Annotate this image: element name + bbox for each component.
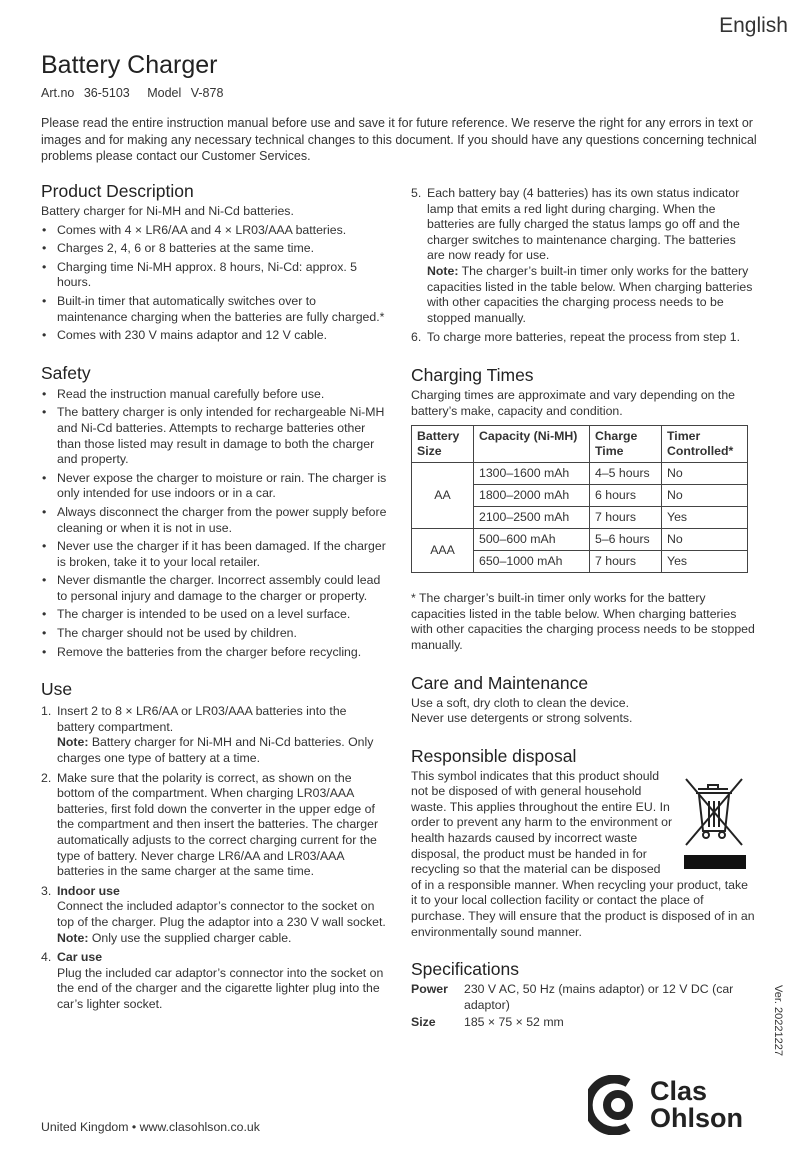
column-header: Battery Size [412, 426, 474, 463]
product-description-heading: Product Description [41, 181, 194, 201]
step-text: Plug the included car adaptor’s connector into the socket on the end of the charger and the cigarette lighter plug into the car’s lighter socket. [57, 965, 384, 1011]
step-number: 4. [41, 950, 52, 965]
step-title: Indoor use [57, 883, 120, 898]
list-item: • Read the instruction manual carefully before use. [41, 387, 387, 403]
table-row [412, 463, 748, 485]
column-header: Timer Controlled* [662, 426, 748, 463]
weee-bin-icon [682, 775, 754, 873]
list-item: • Remove the batteries from the charger before recycling. [41, 645, 387, 661]
care-heading: Care and Maintenance [411, 672, 589, 693]
list-item: • The charger is intended to be used on a level surface. [41, 607, 387, 623]
step-3 [41, 884, 387, 946]
logo-line: Ohlson [650, 1103, 743, 1133]
safety-list [41, 387, 387, 661]
product-description-section [41, 180, 387, 344]
list-item: • Built-in timer that automatically switches over to maintenance charging when the batteries are fully charged.* [41, 294, 387, 325]
step-text: Each battery bay (4 batteries) has its own status indicator lamp that emits a red light during charging. When the batteries are fully charged the status lamps go off and the charger switches to maintenance charging. The batteries are now ready for use. [427, 186, 740, 263]
model-number: V-878 [190, 86, 224, 100]
step-number: 3. [41, 883, 52, 898]
safety-heading: Safety [41, 362, 91, 383]
step-number: 5. [411, 186, 422, 200]
disposal-section [411, 745, 756, 941]
timer-cell: No [662, 485, 748, 507]
step-title: Car use [57, 950, 103, 965]
time-cell: 6 hours [590, 485, 662, 507]
article-info [41, 86, 223, 100]
note-label: Note: [57, 930, 89, 945]
timer-cell: Yes [662, 551, 748, 573]
battery-size-cell: AAA [412, 529, 474, 573]
step-number: 1. [41, 704, 52, 719]
spec-row [411, 982, 756, 1013]
use-steps-continued [411, 186, 756, 346]
list-item: • Never expose the charger to moisture or rain. The charger is only intended for use indoors or in a car. [41, 471, 387, 502]
step-note: The charger’s built-in timer only works for the battery capacities listed in the table below. When charging batteries with other capacities the charging process needs to be stopped manually. [427, 263, 753, 325]
time-cell: 7 hours [590, 551, 662, 573]
care-line: Never use detergents or strong solvents. [411, 711, 633, 726]
charging-times-section [411, 364, 756, 654]
disposal-text: This symbol indicates that this product should not be disposed of with general household waste. This applies throughout the entire EU. In order to prevent any harm to the environment or health hazards caused by incorrect waste disposal, the product must be handed in for recycling so that the material can be disposed of in a responsible manner. When recycling your product, take it to your local collection facility or contact the place of purchase. They will ensure that the product is disposed of in an environmentally sound manner. [411, 768, 755, 939]
product-feature-list [41, 223, 387, 344]
note-label: Note: [57, 735, 89, 750]
step-text: Insert 2 to 8 × LR6/AA or LR03/AAA batteries into the battery compartment. [57, 704, 347, 734]
step-text: To charge more batteries, repeat the process from step 1. [427, 330, 741, 345]
list-item: • Never use the charger if it has been damaged. If the charger is broken, take it to your local retailer. [41, 539, 387, 570]
logo-wordmark [650, 1078, 743, 1132]
spec-label: Power [411, 982, 448, 997]
use-steps [41, 704, 387, 1012]
spec-value: 230 V AC, 50 Hz (mains adaptor) or 12 V DC (car adaptor) [464, 982, 734, 1012]
column-header: Charge Time [590, 426, 662, 463]
table-row [412, 529, 748, 551]
step-4 [41, 950, 387, 1012]
capacity-cell: 650–1000 mAh [474, 551, 590, 573]
specifications-heading: Specifications [411, 959, 519, 980]
list-item: • Charging time Ni-MH approx. 8 hours, Ni-Cd: approx. 5 hours. [41, 260, 387, 291]
time-cell: 7 hours [590, 507, 662, 529]
capacity-cell: 500–600 mAh [474, 529, 590, 551]
step-note: Battery charger for Ni-MH and Ni-Cd batteries. Only charges one type of battery at a time. [57, 735, 374, 766]
footer-text: United Kingdom • www.clasohlson.co.uk [41, 1120, 260, 1134]
capacity-cell: 1800–2000 mAh [474, 485, 590, 507]
step-number: 2. [41, 770, 52, 785]
model-label: Model [147, 86, 182, 100]
table-header-row [412, 426, 748, 463]
list-item: • Comes with 230 V mains adaptor and 12 V cable. [41, 328, 387, 344]
note-label: Note: [427, 263, 459, 278]
charging-times-heading: Charging Times [411, 364, 534, 385]
specifications-list [411, 982, 756, 1031]
logo-line: Clas [650, 1076, 708, 1106]
list-item: • Always disconnect the charger from the power supply before cleaning or when it is not in use. [41, 505, 387, 536]
timer-cell: No [662, 529, 748, 551]
care-section [411, 672, 756, 727]
right-column [411, 186, 756, 1031]
use-heading: Use [41, 679, 73, 700]
language-label: English [719, 14, 788, 37]
step-note: Only use the supplied charger cable. [91, 930, 292, 945]
column-header: Capacity (Ni-MH) [474, 426, 590, 463]
list-item: • Comes with 4 × LR6/AA and 4 × LR03/AAA batteries. [41, 223, 387, 239]
time-cell: 4–5 hours [590, 463, 662, 485]
logo-mark-icon [588, 1075, 644, 1135]
capacity-cell: 2100–2500 mAh [474, 507, 590, 529]
timer-cell: No [662, 463, 748, 485]
list-item: • Charges 2, 4, 6 or 8 batteries at the same time. [41, 241, 387, 257]
safety-section [41, 362, 387, 661]
step-number: 6. [411, 330, 422, 345]
version-label: Ver. 20221227 [772, 985, 784, 1056]
charging-times-table [411, 425, 748, 573]
timer-cell: Yes [662, 507, 748, 529]
step-text: Connect the included adaptor’s connector to the socket on top of the charger. Plug the adaptor into a 230 V wall socket. [57, 899, 386, 929]
step-5 [411, 186, 756, 326]
capacity-cell: 1300–1600 mAh [474, 463, 590, 485]
page-title: Battery Charger [41, 51, 218, 79]
list-item: • The charger should not be used by children. [41, 626, 387, 642]
art-no-label: Art.no [41, 86, 75, 100]
spec-value: 185 × 75 × 52 mm [464, 1015, 564, 1030]
care-line: Use a soft, dry cloth to clean the device. [411, 695, 630, 710]
step-text: Make sure that the polarity is correct, as shown on the bottom of the compartment. When charging LR03/AAA batteries, first fold down the converter in the upper edge of the compartment and then insert the batteries. The charger automatically adjusts to the correct charging current for the type of battery. Never charge LR6/AA and LR03/AAA batteries in the same charger at the same time. [57, 770, 379, 879]
list-item: • Never dismantle the charger. Incorrect assembly could lead to personal injury and damage to the charger or property. [41, 573, 387, 604]
charging-footnote: * The charger’s built-in timer only works for the battery capacities listed in the table below. When charging batteries with other capacities the charging process needs to be stopped manually. [411, 591, 755, 652]
step-1 [41, 704, 387, 766]
spec-label: Size [411, 1015, 436, 1030]
list-item: • The battery charger is only intended for rechargeable Ni-MH and Ni-Cd batteries. Attempts to recharge batteries other than those listed may result in damage to both the charger and property. [41, 405, 387, 467]
battery-size-cell: AA [412, 463, 474, 529]
specifications-section [411, 958, 756, 1031]
left-column [41, 180, 387, 1013]
product-lead: Battery charger for Ni-MH and Ni-Cd batteries. [41, 204, 294, 218]
step-6 [411, 330, 756, 346]
charging-lead: Charging times are approximate and vary depending on the battery’s make, capacity and condition. [411, 387, 736, 418]
intro-paragraph: Please read the entire instruction manual before use and save it for future reference. We reserve the right for any errors in text or images and for making any necessary technical changes to this document. If you should have any questions concerning technical problems please contact our Customer Services. [41, 116, 757, 164]
art-no: 36-5103 [83, 86, 130, 100]
use-section [41, 678, 387, 1012]
spec-row [411, 1015, 756, 1031]
time-cell: 5–6 hours [590, 529, 662, 551]
step-2 [41, 771, 387, 880]
disposal-heading: Responsible disposal [411, 745, 577, 766]
